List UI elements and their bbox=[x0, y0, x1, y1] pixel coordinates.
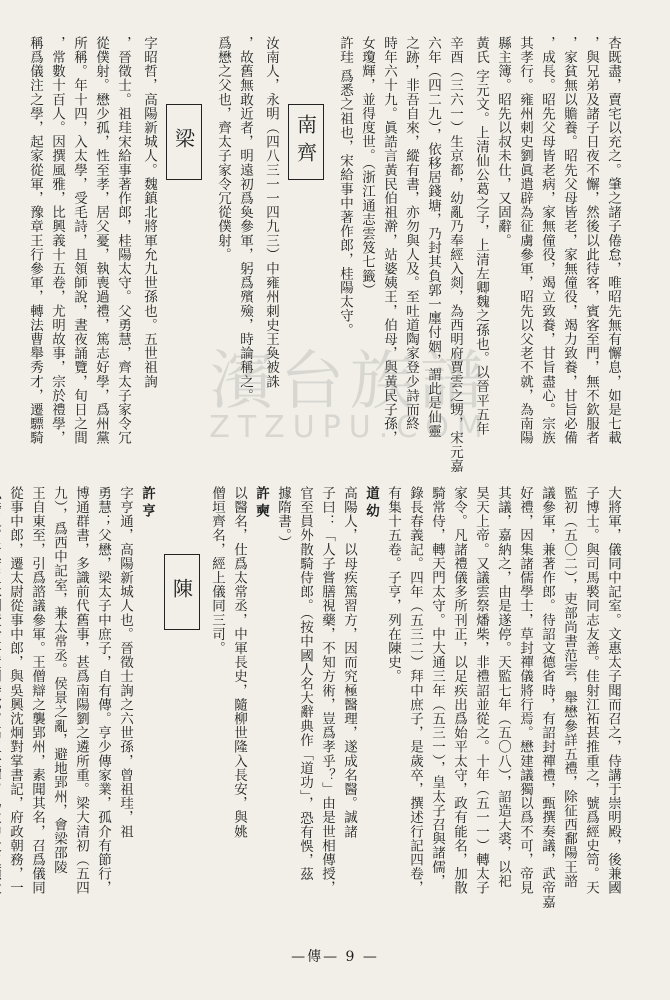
text-column: ，成長。昭先父母皆老病，家無僮役，竭立致養，甘旨盡心。宗族 bbox=[539, 36, 555, 445]
text-column: 之跡，非吾自來，縱有書，亦勿與人及。至吐道陶家登少詩而終 bbox=[403, 36, 419, 431]
text-column: 子曰：「人子嘗膳視藥，不知方術，豈爲孝乎？」由是世相傳授， bbox=[319, 486, 335, 895]
entry-mingyuan-column: 汝南人，永明（四八三一一四九三）中雍州刺史王奐被誅 bbox=[263, 36, 279, 389]
entry-xugui-column: 許珪 爲悉之祖也，宋給事中著作郎，桂陽太守。 bbox=[337, 36, 353, 337]
entry-name-xuheng: 許亨 bbox=[139, 486, 155, 521]
text-column: 騎常侍，轉天門太守。中大通三年（五三一），皇太子召與諸儒， bbox=[429, 486, 445, 889]
text-column: 家令。凡諸禮儀多所刊正，以足疾出爲始平太守，政有能名，加散 bbox=[451, 486, 467, 895]
text-column: 官至員外散騎侍郎。（按中國人名大辭典作「道功」，恐有悞，茲 bbox=[297, 486, 313, 882]
entry-yonghui-column: 爲懋之父也，齊太子家令冗從僕射。 bbox=[215, 36, 231, 262]
dynasty-heading-chen: 陳 bbox=[164, 554, 200, 630]
text-column: 僧垣齊名，經上儀同三司。 bbox=[209, 486, 225, 656]
text-column: ，家貧無以贍養。昭先父母皆老，家無僮役，竭力致養，甘旨必備 bbox=[561, 36, 577, 445]
text-column: 所稱。年十四，入太學，受毛詩，且領師說，晝夜誦覽，旬日之間 bbox=[71, 36, 87, 445]
text-column: ，常數十百人。因撰風雅，比興義十五卷，尤明故事，宗於禮學， bbox=[49, 36, 65, 445]
watermark-logo: 濱台族譜 bbox=[210, 345, 490, 419]
text-column: 高陽人，以母疾篤習方，因而究極醫理，遂成名醫。誠諸 bbox=[341, 486, 357, 839]
text-column: 博通群書，多識前代舊事，甚爲南陽劉之遴所重。梁大清初（五四 bbox=[73, 486, 89, 895]
text-column: ，故舊無敢近者，明遠初爲奐參軍，躬爲殯殮，時論稱之。 bbox=[237, 36, 253, 403]
text-column: 稱爲儀注之學，起家從軍，豫章王行參軍，轉法曹舉秀才，遷驃騎 bbox=[27, 36, 43, 445]
text-column: 辛酉（三六一）生京都，幼亂乃奉經入剡，為西明府賈雲之甥，宋元嘉 bbox=[447, 36, 463, 474]
bottom-text-block bbox=[7, 486, 624, 926]
text-column: 大將軍，儀同中記室。文惠太子聞而召之，侍講于崇明殿，後兼國 bbox=[605, 486, 621, 895]
top-text-block bbox=[27, 36, 624, 474]
text-column: 杏既盡，賣宅以充之。肇之諸子倦怠，唯昭先無有懈息，如是七載 bbox=[605, 36, 621, 445]
text-column: 字亨通，高陽新城人也。晉徵士詢之六世孫，曾祖珪，祖 bbox=[117, 486, 133, 839]
text-column: 九），爲西中記室，兼太常丞。侯景之亂，避地郢州，會梁邵陵 bbox=[51, 486, 67, 875]
text-column: 昊天上帝。又議雲祭燔柴，非禮詔並從之。十年（五一一）轉太子 bbox=[473, 486, 489, 895]
dynasty-heading-liang: 梁 bbox=[166, 104, 202, 180]
entry-name-daoyou: 道幼 bbox=[363, 486, 379, 521]
entry-name-xuaocheng: 許奭 bbox=[253, 486, 269, 521]
text-column: 錄長春義記。四年（五三二）拜中庶子，是歲卒，撰述行記四卷， bbox=[407, 486, 423, 895]
text-column: 從僕射。懋少孤，性至孝，居父憂，執喪過禮，篤志好學，爲州黨 bbox=[93, 36, 109, 445]
text-column: 監初（五〇二），吏部尚書范雲，舉懋參詳五禮，除征西鄱陽王諮 bbox=[561, 486, 577, 889]
page-number: —傳— 9 — bbox=[291, 949, 379, 965]
text-column: 時年六十九。眞誥言黃民伯祖澣，站婆姨王，伯母，與黃民子孫， bbox=[381, 36, 397, 445]
text-column: ，與兄弟及諸子日夜不懈，然後以此待客，賓客至門，無不欽服者 bbox=[583, 36, 599, 445]
text-column: 其孝行。雍州刺史劉眞遣辟為征虜參軍，昭先以父老不就，為南陽 bbox=[517, 36, 533, 445]
entry-xumao-column: 字昭哲，高陽新城人。魏鎮北將軍允九世孫也。五世祖詢 bbox=[141, 36, 157, 389]
text-column: 女瓊輝，並得度世。（浙江通志雲笈七籤） bbox=[359, 36, 375, 298]
text-column: ，晉徵士。祖珪宋給事著作郎，桂陽太守。父勇慧，齊太子家令冗 bbox=[115, 36, 131, 445]
text-column: 六年（四二九），依移居錢塘，乃封其負郭一廛付姻，謂此是仙靈 bbox=[425, 36, 441, 439]
text-column: 縣主簿。昭先以叔未仕，又固辭。 bbox=[495, 36, 511, 248]
text-column: 有集十五卷。子亨，列在陳史。 bbox=[385, 486, 401, 684]
text-column: 勇慧；父懋，梁太子中庶子，自有傳。亨少傳家業，孤介有節行， bbox=[95, 486, 111, 895]
dynasty-heading-nanqi: 南齊 bbox=[288, 104, 324, 180]
text-column: 議參軍，兼著作郎。待詔文德省時，有詔封禪禮，甄撰奏議，武帝嘉 bbox=[539, 486, 555, 909]
watermark-url: ZTZUPU.COM bbox=[209, 410, 491, 445]
entry-huangmin-column: 黃氏 字元文。上清仙公葛之子，上清左卿魏之孫也。以晉平五年 bbox=[473, 36, 489, 436]
text-column: 王自東至，引爲諮議參軍。王僧辯之襲郢州，素聞其名，召爲儀同 bbox=[29, 486, 45, 895]
text-column: 從事中郎，遷太尉從事中郎，與吳興沈炯對掌書記，府政朝務，一 bbox=[7, 486, 23, 895]
text-column: 其議，嘉納之，由是遂停。天監七年（五〇八），詔造大裘，以祀 bbox=[495, 486, 511, 889]
text-column: 好禮，因集諸儒學士，草封禪儀將行焉。懋建議獨以爲不可，帝見 bbox=[517, 486, 533, 895]
text-column: 以醫名，仕爲太常丞，中軍長史，隨柳世隆入長安，與姚 bbox=[231, 486, 247, 839]
text-column: 據隋書。） bbox=[275, 486, 291, 550]
text-column: 子博士。與司馬褧同志友善。佳射江祏甚推重之，號爲經史笥。天 bbox=[583, 486, 599, 895]
